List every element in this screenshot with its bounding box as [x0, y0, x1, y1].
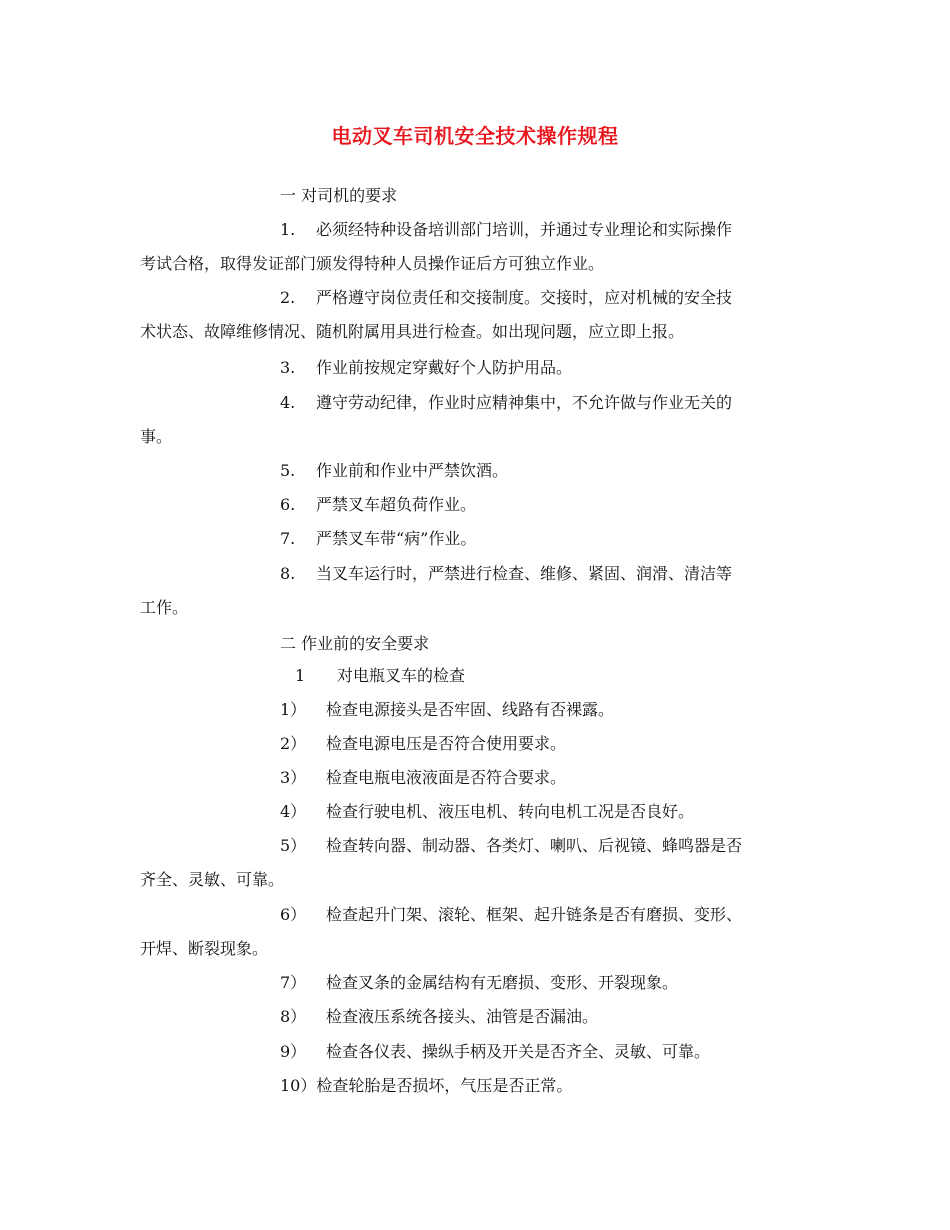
item-continuation: 事。	[140, 427, 173, 446]
item-number: 4.	[280, 393, 296, 412]
item-number: 7.	[280, 529, 296, 548]
list-item	[280, 356, 572, 380]
list-item	[280, 732, 566, 756]
section-heading: 一 对司机的要求	[280, 186, 398, 205]
subsection-heading	[295, 664, 465, 688]
item-text: 检查起升门架、滚轮、框架、起升链条是否有磨损、变形、	[326, 905, 743, 924]
list-item	[280, 562, 732, 586]
item-text: 作业前和作业中严禁饮酒。	[316, 461, 509, 480]
item-text: 严格遵守岗位责任和交接制度。交接时，应对机械的安全技	[316, 288, 733, 307]
list-item	[280, 459, 508, 483]
item-number: 6）	[280, 905, 307, 924]
item-number: 8）	[280, 1007, 307, 1026]
list-item	[280, 286, 732, 310]
list-item-number	[280, 218, 732, 242]
item-text: 检查液压系统各接头、油管是否漏油。	[326, 1007, 599, 1026]
item-number: 2.	[280, 288, 296, 307]
item-number: 6.	[280, 495, 296, 514]
list-item	[280, 1074, 572, 1098]
item-continuation: 术状态、故障维修情况、随机附属用具进行检查。如出现问题，应立即上报。	[140, 322, 685, 341]
item-number: 10）	[280, 1076, 317, 1095]
list-item	[280, 698, 614, 722]
list-item	[280, 766, 566, 790]
item-number: 3）	[280, 768, 307, 787]
item-number: 5.	[280, 461, 296, 480]
item-number: 5）	[280, 836, 307, 855]
list-item	[280, 800, 694, 824]
item-text: 检查轮胎是否损坏，气压是否正常。	[316, 1076, 573, 1095]
list-item	[280, 834, 742, 858]
list-item	[280, 527, 476, 551]
item-continuation: 齐全、灵敏、可靠。	[140, 870, 285, 889]
item-number: 1）	[280, 700, 307, 719]
document-title: 电动叉车司机安全技术操作规程	[331, 124, 619, 148]
item-text: 作业前按规定穿戴好个人防护用品。	[316, 358, 573, 377]
item-text: 遵守劳动纪律，作业时应精神集中，不允许做与作业无关的	[316, 393, 733, 412]
subsection-text: 对电瓶叉车的检查	[337, 666, 466, 685]
list-item	[280, 493, 476, 517]
item-number: 1.	[280, 220, 296, 239]
item-number: 7）	[280, 973, 307, 992]
item-number: 2）	[280, 734, 307, 753]
item-text: 检查各仪表、操纵手柄及开关是否齐全、灵敏、可靠。	[326, 1042, 711, 1061]
item-continuation: 考试合格，取得发证部门颁发得特种人员操作证后方可独立作业。	[140, 254, 605, 273]
item-continuation: 开焊、断裂现象。	[140, 939, 269, 958]
list-item	[280, 971, 678, 995]
item-text: 当叉车运行时，严禁进行检查、维修、紧固、润滑、清洁等	[316, 564, 733, 583]
subsection-number: 1	[295, 666, 306, 685]
item-text: 严禁叉车超负荷作业。	[316, 495, 477, 514]
item-number: 3.	[280, 358, 296, 377]
item-text: 严禁叉车带“病”作业。	[316, 529, 477, 548]
item-text: 检查行驶电机、液压电机、转向电机工况是否良好。	[326, 802, 695, 821]
item-text: 检查转向器、制动器、各类灯、喇叭、后视镜、蜂鸣器是否	[326, 836, 743, 855]
item-continuation: 工作。	[140, 598, 189, 617]
item-text: 检查电瓶电液液面是否符合要求。	[326, 768, 567, 787]
item-text: 检查电源接头是否牢固、线路有否裸露。	[326, 700, 615, 719]
list-item	[280, 1005, 598, 1029]
item-number: 8.	[280, 564, 296, 583]
item-number: 9）	[280, 1042, 307, 1061]
list-item	[280, 391, 732, 415]
item-text: 检查电源电压是否符合使用要求。	[326, 734, 567, 753]
section-heading: 二 作业前的安全要求	[280, 634, 430, 653]
list-item	[280, 1040, 710, 1064]
item-text: 检查叉条的金属结构有无磨损、变形、开裂现象。	[326, 973, 679, 992]
list-item	[280, 903, 742, 927]
item-number: 4）	[280, 802, 307, 821]
item-text: 必须经特种设备培训部门培训，并通过专业理论和实际操作	[316, 220, 733, 239]
